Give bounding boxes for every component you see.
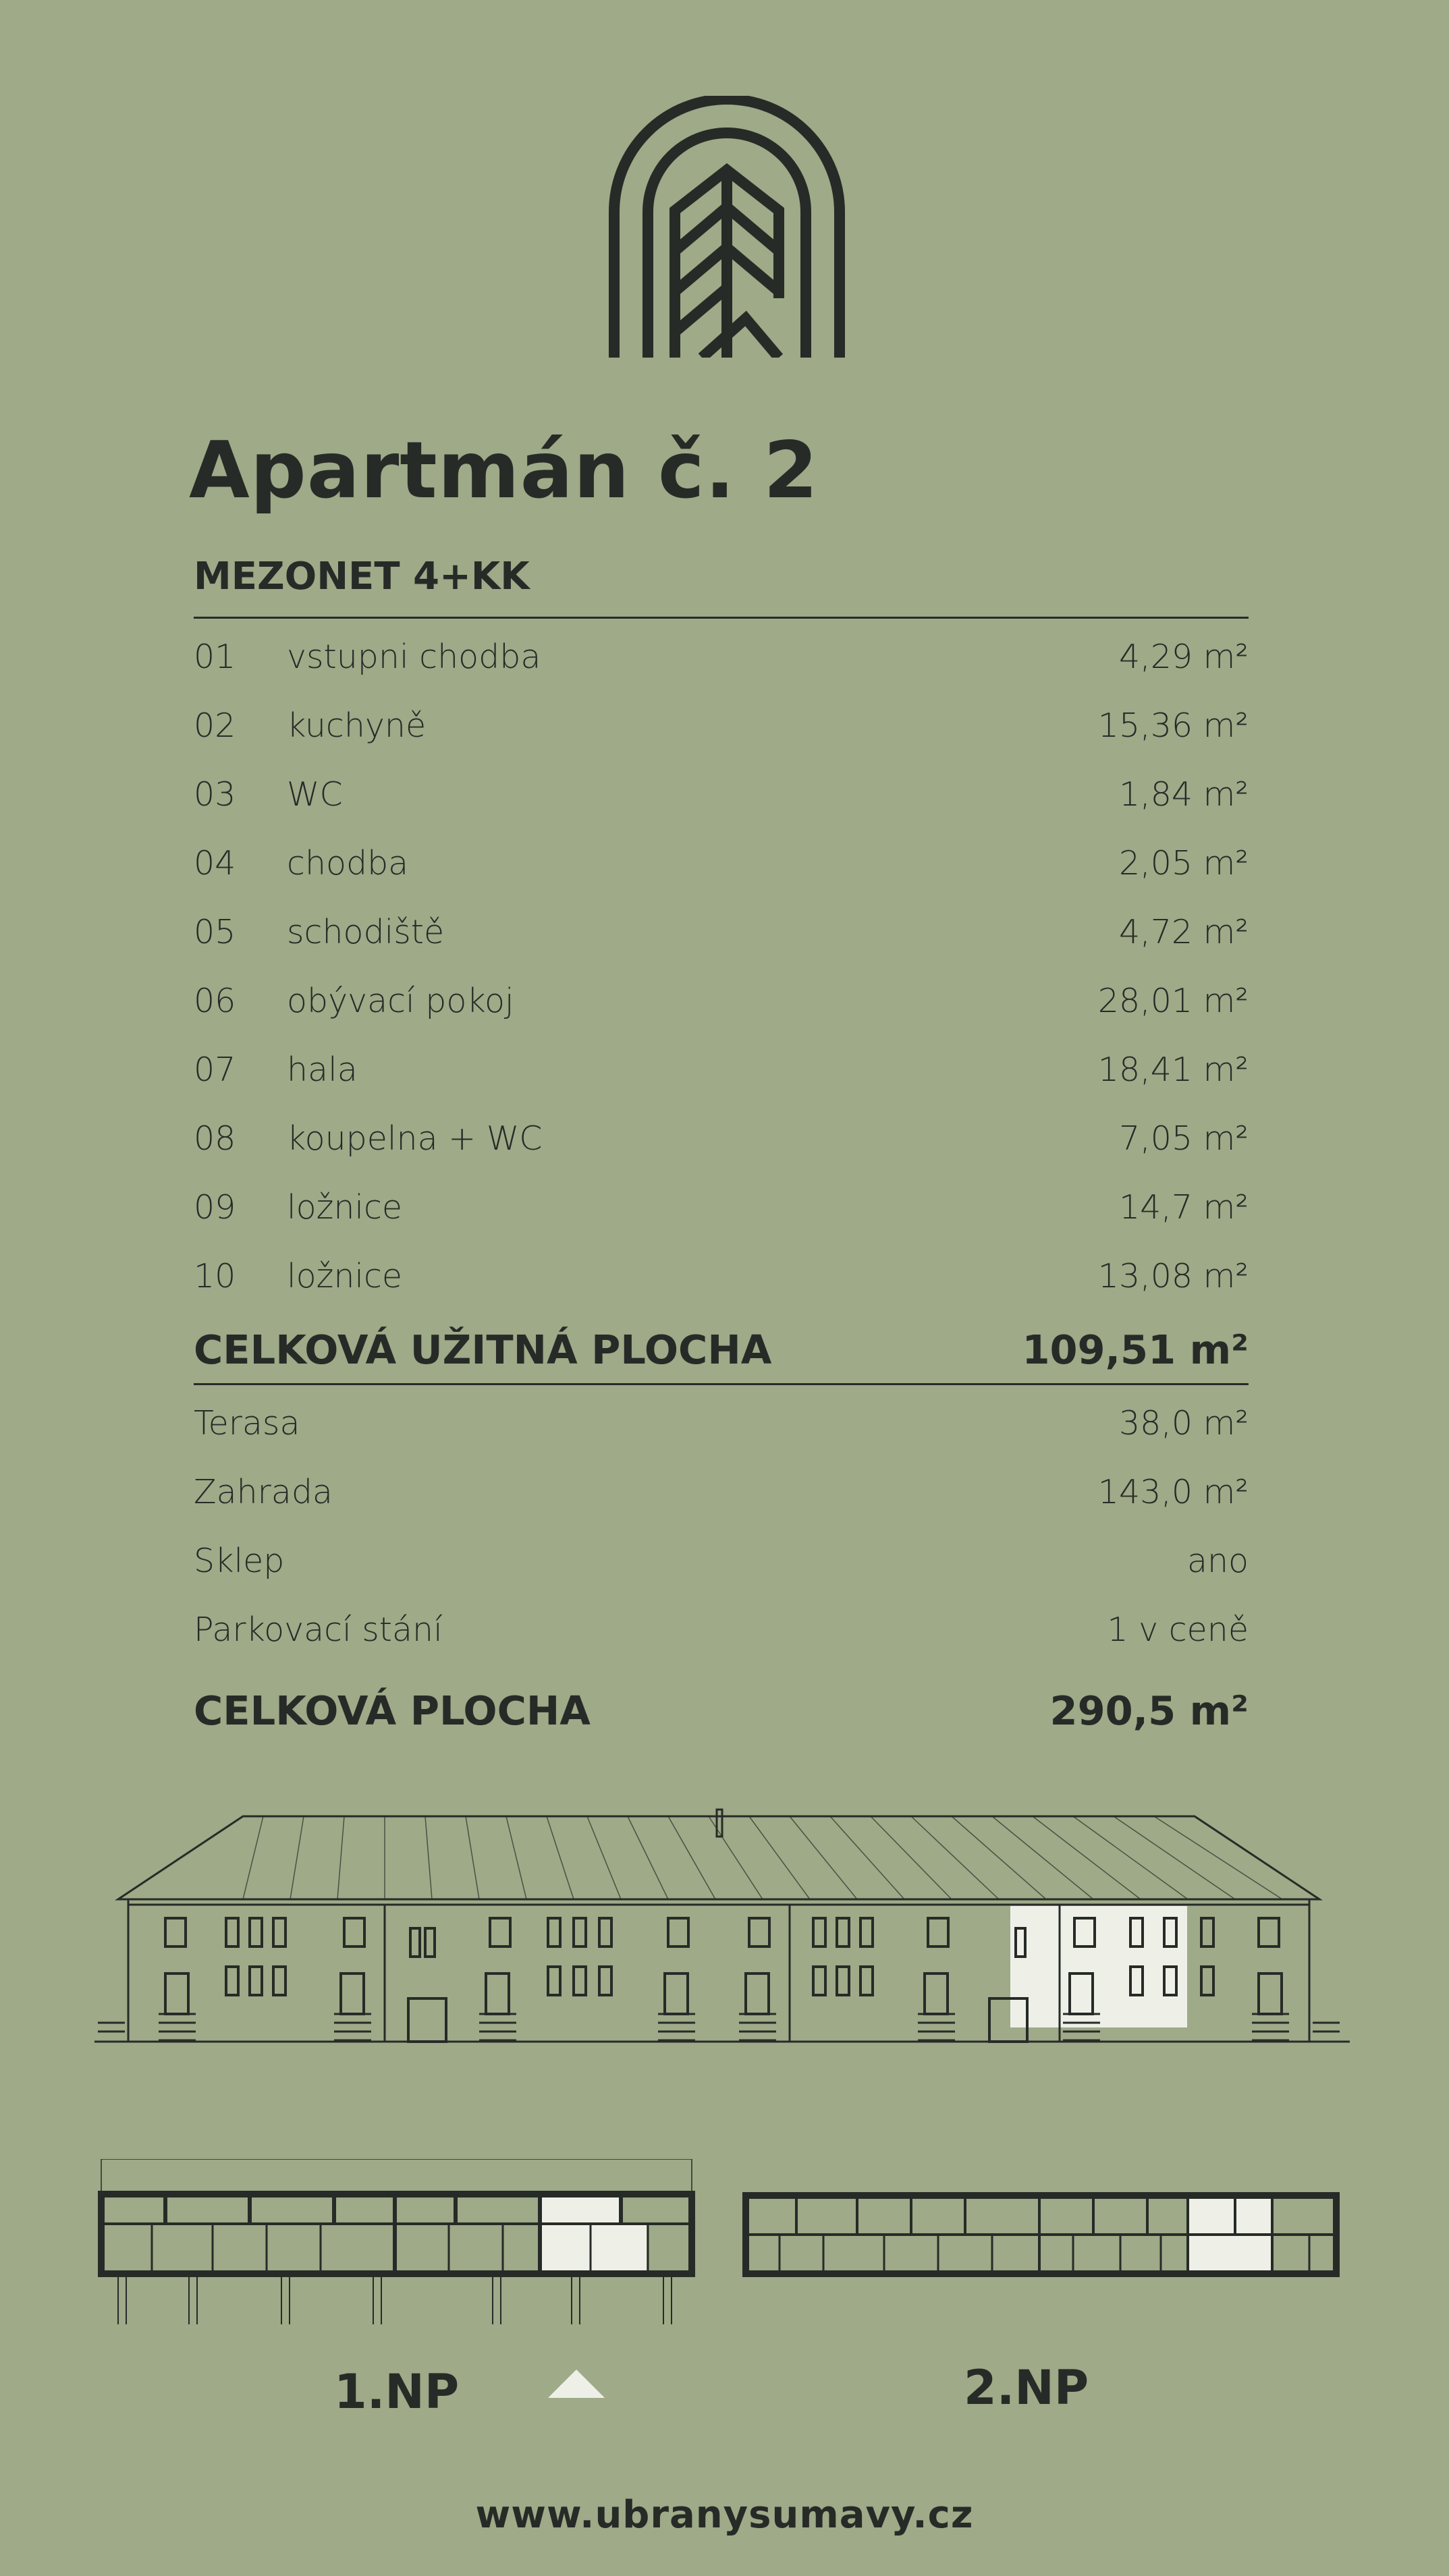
room-area: 1,84 m²: [1118, 775, 1249, 814]
room-number: 02: [194, 706, 236, 745]
room-number: 01: [194, 637, 236, 676]
usable-area-label: CELKOVÁ UŽITNÁ PLOCHA: [194, 1326, 772, 1373]
room-list: [194, 622, 1249, 1310]
floor-plan-1np: [98, 2159, 695, 2361]
page-title: Apartmán č. 2: [189, 425, 819, 516]
room-area: 15,36 m²: [1097, 706, 1249, 745]
extra-name: Zahrada: [194, 1472, 333, 1511]
room-name: kuchyně: [287, 706, 427, 745]
extra-value: 1 v ceně: [1107, 1610, 1249, 1649]
building-facade-drawing: [88, 1808, 1357, 2078]
extra-name: Sklep: [194, 1541, 285, 1580]
room-number: 07: [194, 1050, 236, 1089]
floor-label-1np: 1.NP: [334, 2364, 460, 2419]
room-row: [194, 897, 1249, 966]
room-name: hala: [287, 1050, 358, 1089]
extra-row: [194, 1526, 1249, 1595]
room-area: 13,08 m²: [1097, 1256, 1249, 1295]
room-area: 2,05 m²: [1118, 843, 1249, 883]
extra-name: Terasa: [194, 1403, 300, 1443]
usable-area-value: 109,51 m²: [1022, 1326, 1249, 1373]
room-area: 28,01 m²: [1097, 981, 1249, 1020]
grand-total: [194, 1680, 1249, 1741]
room-number: 09: [194, 1187, 236, 1227]
room-row: [194, 760, 1249, 829]
room-area: 4,72 m²: [1118, 912, 1249, 951]
extra-name: Parkovací stání: [194, 1610, 443, 1649]
room-number: 03: [194, 775, 236, 814]
room-area: 18,41 m²: [1097, 1050, 1249, 1089]
room-row: [194, 622, 1249, 691]
extra-row: [194, 1457, 1249, 1526]
grand-total-label: CELKOVÁ PLOCHA: [194, 1687, 591, 1734]
room-row: [194, 1104, 1249, 1173]
room-area: 7,05 m²: [1118, 1119, 1249, 1158]
room-name: koupelna + WC: [287, 1119, 543, 1158]
room-name: obývací pokoj: [287, 981, 514, 1020]
selected-unit-marker: [548, 2370, 605, 2398]
room-row: [194, 1035, 1249, 1104]
room-number: 10: [194, 1256, 236, 1295]
extra-value: ano: [1186, 1541, 1249, 1580]
room-number: 05: [194, 912, 236, 951]
extra-value: 143,0 m²: [1097, 1472, 1249, 1511]
apartment-type: MEZONET 4+KK: [194, 555, 530, 598]
extras-list: [194, 1389, 1249, 1664]
room-name: WC: [287, 775, 343, 814]
room-name: ložnice: [287, 1187, 403, 1227]
room-name: ložnice: [287, 1256, 403, 1295]
room-row: [194, 691, 1249, 760]
usable-area-total: [194, 1319, 1249, 1380]
grand-total-value: 290,5 m²: [1049, 1687, 1249, 1734]
extra-value: 38,0 m²: [1118, 1403, 1249, 1443]
room-number: 06: [194, 981, 236, 1020]
room-row: [194, 1173, 1249, 1241]
room-row: [194, 966, 1249, 1035]
room-name: vstupni chodba: [287, 637, 541, 676]
divider: [194, 1383, 1249, 1385]
room-number: 04: [194, 843, 236, 883]
divider: [194, 617, 1249, 619]
room-row: [194, 829, 1249, 897]
floor-plan-2np: [742, 2159, 1340, 2361]
floor-label-2np: 2.NP: [964, 2360, 1089, 2415]
room-number: 08: [194, 1119, 236, 1158]
logo-icon: [607, 96, 846, 358]
website-link[interactable]: www.ubranysumavy.cz: [475, 2493, 974, 2537]
room-name: chodba: [287, 843, 409, 883]
room-area: 14,7 m²: [1118, 1187, 1249, 1227]
room-area: 4,29 m²: [1118, 637, 1249, 676]
room-name: schodiště: [287, 912, 445, 951]
extra-row: [194, 1389, 1249, 1457]
room-row: [194, 1241, 1249, 1310]
extra-row: [194, 1595, 1249, 1664]
